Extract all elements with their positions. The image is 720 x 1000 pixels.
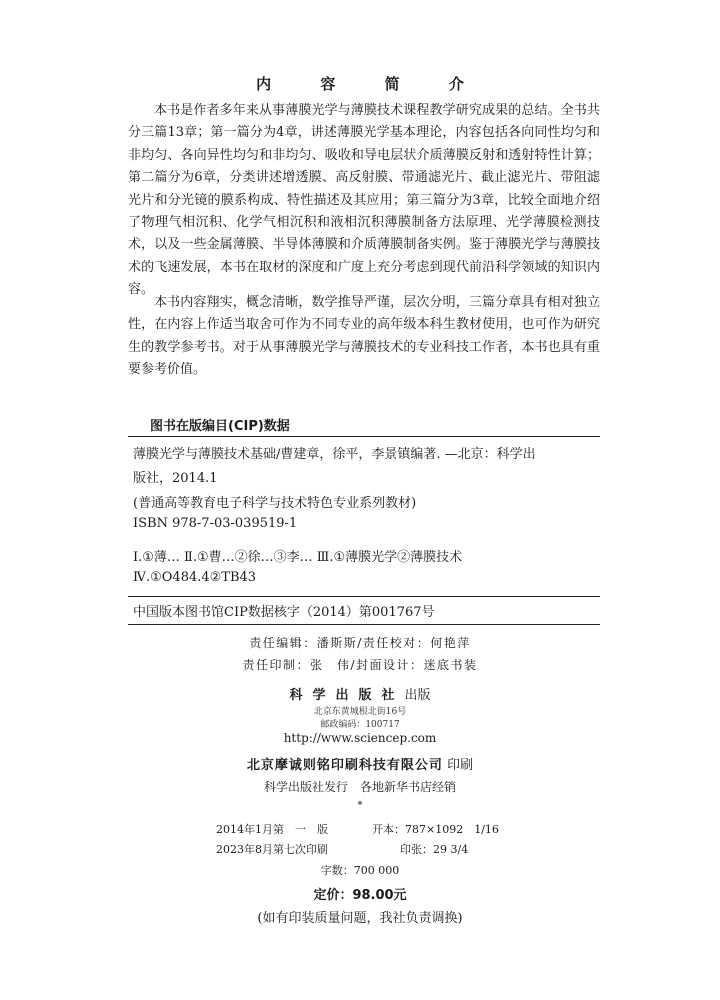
- word-count: 字数：700 000: [320, 864, 400, 877]
- printing: 2023年8月第七次印刷: [216, 843, 328, 856]
- cip-publisher-line: 版社，2014.1: [133, 471, 218, 486]
- cip-record-number: 中国版本图书馆CIP数据核字（2014）第001767号: [133, 605, 435, 620]
- first-edition: 2014年1月第 一 版: [216, 823, 328, 836]
- cip-title-line: 薄膜光学与薄膜技术基础/曹建章，徐平，李景镇编著. —北京：科学出: [133, 447, 536, 462]
- printer-line: [0, 754, 720, 773]
- postal-code: 邮政编码：100717: [320, 720, 400, 730]
- format: 开本：787×1092 1/16: [372, 823, 499, 836]
- distribution: 科学出版社发行 各地新华书店经销: [263, 780, 456, 794]
- cip-isbn: ISBN 978-7-03-039519-1: [133, 516, 298, 531]
- summary-paragraph-2: 本书内容翔实，概念清晰，数学推导严谨，层次分明，三篇分章具有相对独立性，在内容上作适当取舍可作为不同专业的高年级本科生教材使用，也可作为研究生的教学参考书。对于从事薄膜光学与薄膜技术的专业科技工作者，本书也具有重要参考价值。: [128, 295, 600, 378]
- cip-heading: 图书在版编目(CIP)数据: [150, 419, 290, 434]
- summary-paragraph-1: 本书是作者多年来从事薄膜光学与薄膜技术课程教学研究成果的总结。全书共分三篇13章；第一篇分为4章，讲述薄膜光学基本理论，内容包括各向同性均匀和非均匀、各向异性均匀和非均匀、吸收和导电层状介质薄膜反射和透射特性计算；第二篇分为6章，分类讲述增透膜、高反射膜、带通滤光片、截止滤光片、带阻滤光片和分光镜的膜系构成、特性描述及其应用；第三篇分为3章，比较全面地介绍了物理气相沉积、化学气相沉积和液相沉积薄膜制备方法原理、光学薄膜检测技术，以及一些金属薄膜、半导体薄膜和介质薄膜制备实例。鉴于薄膜光学与薄膜技术的飞速发展，本书在取材的深度和广度上充分考虑到现代前沿科学领域的知识内容。: [128, 103, 600, 298]
- divider: [128, 624, 600, 625]
- responsible-printing: 责任印制：张 伟/封面设计：迷底书装: [242, 658, 478, 672]
- separator-star: *: [357, 800, 363, 811]
- printer-suffix: 印刷: [447, 758, 474, 773]
- cip-classification: Ⅳ.①O484.4②TB43: [133, 570, 257, 585]
- responsible-editors: 责任编辑：潘斯斯/责任校对：何艳萍: [249, 636, 471, 650]
- publisher-address: 北京东黄城根北街16号: [313, 707, 407, 717]
- printer-name: 北京摩诚则铭印刷科技有限公司: [246, 758, 443, 773]
- cip-series-line: (普通高等教育电子科学与技术特色专业系列教材): [133, 496, 417, 511]
- publisher-line: [0, 684, 720, 703]
- divider: [128, 596, 600, 597]
- publisher-logo-text: 科学出版社: [289, 688, 405, 703]
- cip-subjects: Ⅰ.①薄… Ⅱ.①曹…②徐…③李… Ⅲ.①薄膜光学②薄膜技术: [133, 550, 463, 565]
- price: 定价：98.00元: [313, 888, 407, 903]
- sheets: 印张：29 3/4: [400, 843, 469, 856]
- publisher-url: http://www.sciencep.com: [283, 731, 437, 745]
- quality-note: (如有印装质量问题，我社负责调换): [257, 911, 463, 926]
- divider: [128, 436, 600, 437]
- page-title: 内 容 简 介: [256, 75, 486, 93]
- publisher-suffix: 出版: [404, 688, 431, 703]
